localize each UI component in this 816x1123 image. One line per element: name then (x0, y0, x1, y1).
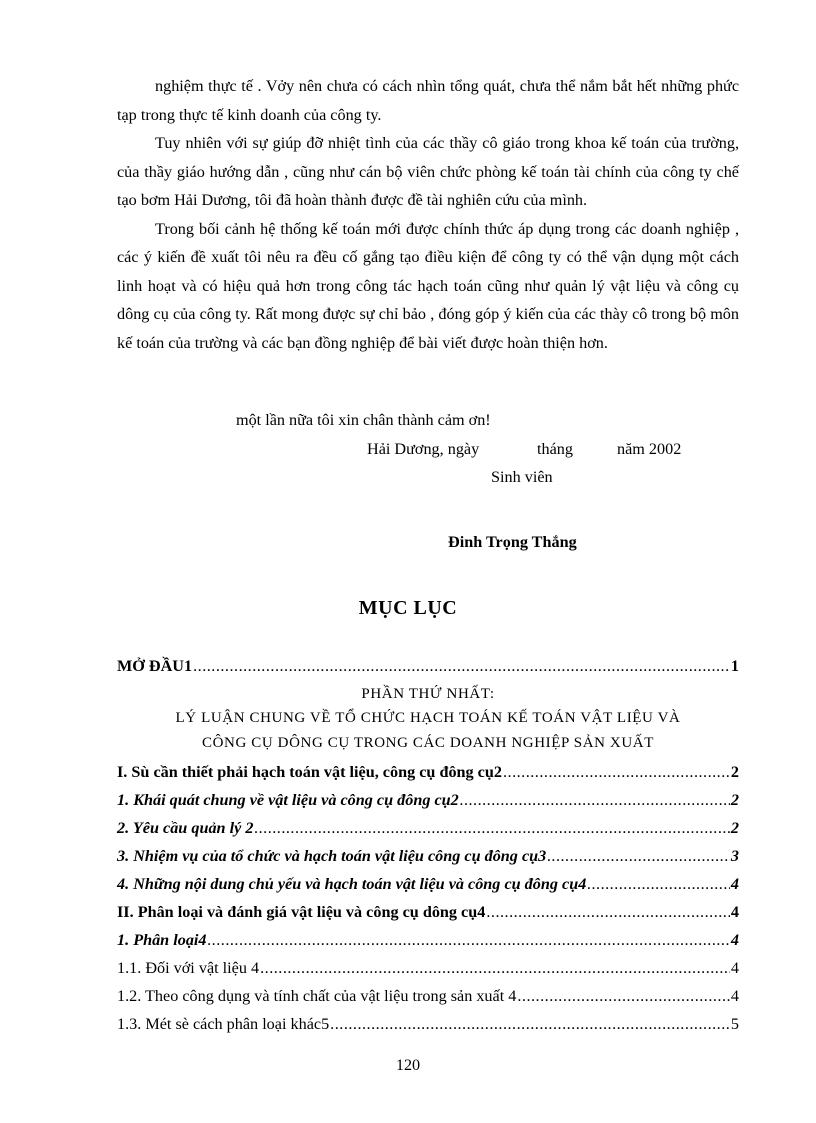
toc-entry[interactable]: 3. Nhiệm vụ của tổ chức và hạch toán vật liệu công cụ đông cụ3 ..... 3 (117, 847, 739, 867)
paragraph-3: Trong bối cảnh hệ thống kế toán mới được chính thức áp dụng trong các doanh nghiệp , các ý kiến đề xuất tôi nêu ra đều cố gắng tạo điều kiện để công ty có thể vận dụng một cách linh hoạt và có hiệu quả hơn trong công tác hạch toán cũng như quản lý vật liệu và công cụ dông cụ của công ty. Rất mong được sự chỉ bảo , đóng góp ý kiến của các thày cô trong bộ môn kế toán của trường và các bạn đồng nghiệp để bài viết được hoàn thiện hơn. (117, 219, 739, 352)
toc-entry[interactable]: 1. Phân loại4 ..... 4 (117, 931, 739, 951)
page-number: 120 (395, 1056, 421, 1074)
part-heading: PHẦN THỨ NHẤT: (361, 686, 495, 702)
closing-month: tháng (537, 440, 573, 458)
toc-entry[interactable]: 1.1. Đối với vật liệu 4 ..... 4 (117, 959, 739, 979)
toc-entry[interactable]: 2. Yêu cầu quản lý 2 ..... 2 (117, 819, 739, 839)
closing-year: năm 2002 (617, 440, 682, 458)
toc-entry[interactable]: II. Phân loại và đánh giá vật liệu và công cụ dông cụ4 ..... 4 (117, 903, 739, 923)
toc-entry[interactable]: I. Sù cần thiết phải hạch toán vật liệu, công cụ đông cụ2 ..... 2 (117, 763, 739, 783)
part-title-line-2: CÔNG CỤ DÔNG CỤ TRONG CÁC DOANH NGHIỆP SẢN XUẤT (202, 735, 654, 751)
toc-title: MỤC LỤC (358, 597, 458, 619)
closing-thanks: một lần nữa tôi xin chân thành cảm ơn! (236, 411, 491, 429)
paragraph-1: nghiệm thực tế . Vởy nên chưa có cách nhìn tổng quát, chưa thể nắm bắt hết những phức tạp trong thực tế kinh doanh của công ty. (117, 77, 739, 124)
closing-place-date: Hải Dương, ngày (367, 440, 480, 458)
closing-role: Sinh viên (491, 468, 553, 486)
toc-entry-intro[interactable]: MỞ ĐẦU1 ..... 1 (117, 657, 739, 677)
toc-entry[interactable]: 1. Khái quát chung về vật liệu và công cụ đông cụ2 ..... 2 (117, 791, 739, 811)
toc-entry[interactable]: 1.2. Theo công dụng và tính chất của vật liệu trong sản xuất 4 ..... 4 (117, 987, 739, 1007)
paragraph-2: Tuy nhiên với sự giúp đỡ nhiệt tình của các thầy cô giáo trong khoa kế toán của trường, của thầy giáo hướng dẫn , cũng như cán bộ viên chức phòng kế toán tài chính của công ty chế tạo bơm Hải Dương, tôi đã hoàn thành được đề tài nghiên cứu của mình. (117, 134, 739, 209)
body-text (117, 72, 739, 357)
author-name: Đinh Trọng Thắng (448, 533, 577, 551)
part-title-line-1: LÝ LUẬN CHUNG VỀ TỔ CHỨC HẠCH TOÁN KẾ TOÁN VẬT LIỆU VÀ (175, 710, 681, 726)
toc-entry[interactable]: 1.3. Mét sè cách phân loại khác5 ..... 5 (117, 1015, 739, 1035)
toc-entry[interactable]: 4. Những nội dung chủ yếu và hạch toán vật liệu và công cụ đông cụ4 ..... 4 (117, 875, 739, 895)
